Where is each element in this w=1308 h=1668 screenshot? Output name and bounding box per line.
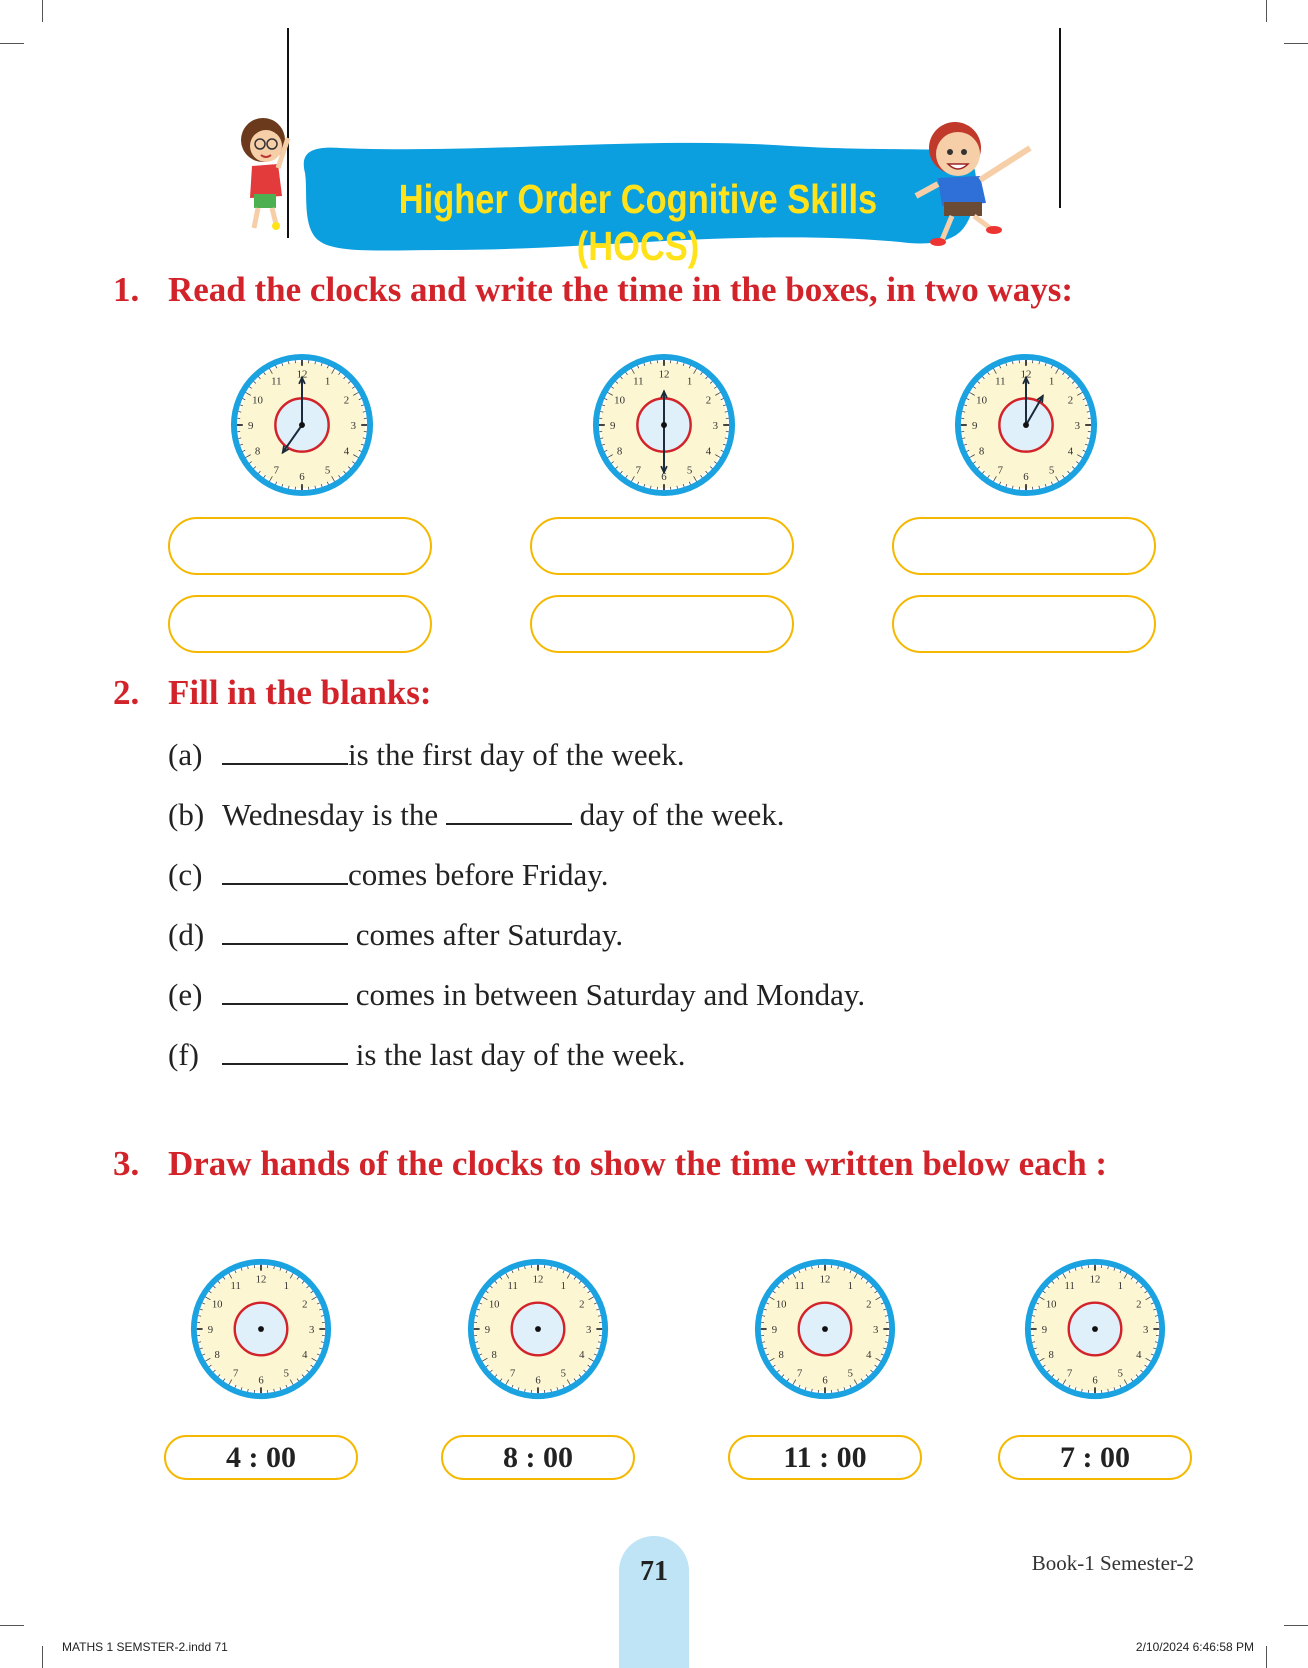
- fib-item: [168, 855, 609, 895]
- clock-number: 10: [1045, 1298, 1057, 1311]
- clock-number: 2: [579, 1298, 585, 1311]
- clock-number: 8: [978, 445, 985, 458]
- print-timestamp: 2/10/2024 6:46:58 PM: [1135, 1640, 1254, 1654]
- clock-number: 4: [866, 1349, 872, 1362]
- clock-number: 2: [1136, 1298, 1142, 1311]
- fib-text-after: is the first day of the week.: [348, 737, 685, 772]
- clock-number: 7: [273, 464, 280, 477]
- fib-text-before: Wednesday is the: [222, 797, 446, 832]
- clock-number: 11: [230, 1280, 241, 1293]
- clock-number: 11: [507, 1280, 518, 1293]
- clock-number: 9: [609, 419, 616, 432]
- clock-face: [228, 351, 376, 499]
- clock-number: 7: [233, 1367, 239, 1380]
- clock-face: [465, 1256, 611, 1402]
- clock-number: 9: [771, 1323, 778, 1336]
- fib-text-after: comes after Saturday.: [348, 917, 624, 952]
- q2-title: [113, 673, 432, 713]
- q3-clock-2[interactable]: [465, 1256, 611, 1402]
- answer-box[interactable]: [892, 595, 1156, 653]
- answer-box[interactable]: [168, 595, 432, 653]
- clock-number: 6: [535, 1374, 541, 1387]
- clock-center: [258, 1326, 264, 1332]
- crop-mark: [0, 1625, 24, 1626]
- q2-text: Fill in the blanks:: [168, 673, 432, 712]
- fib-label: (b): [168, 797, 205, 832]
- clock-number: 9: [207, 1323, 214, 1336]
- q2-number: 2.: [113, 673, 140, 712]
- clock-number: 6: [258, 1374, 264, 1387]
- clock-number: 2: [343, 394, 350, 407]
- answer-box[interactable]: [892, 517, 1156, 575]
- page-number: 71: [640, 1556, 668, 1587]
- clock-number: 5: [847, 1367, 853, 1380]
- clock-number: 10: [614, 394, 625, 407]
- crop-mark: [1266, 1646, 1267, 1668]
- clock-number: 10: [252, 394, 263, 407]
- clock-number: 11: [271, 375, 282, 388]
- fib-item: [168, 915, 623, 955]
- fib-text-after: is the last day of the week.: [348, 1037, 686, 1072]
- q3-number: 3.: [113, 1144, 140, 1183]
- clock-face: [1022, 1256, 1168, 1402]
- clock-number: 9: [1041, 1323, 1048, 1336]
- answer-box[interactable]: [168, 517, 432, 575]
- fib-text-after: comes before Friday.: [348, 857, 609, 892]
- fib-label: (a): [168, 737, 203, 772]
- clock-number: 8: [778, 1349, 784, 1362]
- time-label: 8 : 00: [441, 1435, 635, 1480]
- clock-number: 12: [658, 368, 670, 381]
- clock-number: 4: [343, 445, 350, 458]
- clock-number: 4: [579, 1349, 585, 1362]
- fib-label: (c): [168, 857, 203, 892]
- clock-number: 5: [324, 464, 331, 477]
- clock-number: 4: [1136, 1349, 1142, 1362]
- crop-mark: [42, 1646, 43, 1668]
- clock-number: 3: [1142, 1323, 1149, 1336]
- clock-number: 1: [1048, 375, 1055, 388]
- banner-title: Higher Order Cognitive Skills (HOCS): [398, 176, 878, 269]
- clock-number: 12: [255, 1273, 267, 1286]
- clock-number: 9: [971, 419, 978, 432]
- q1-number: 1.: [113, 270, 140, 309]
- clock-number: 5: [283, 1367, 289, 1380]
- clock-number: 5: [686, 464, 693, 477]
- clock-number: 8: [254, 445, 261, 458]
- q1-clock-2: [590, 351, 738, 499]
- clock-number: 3: [585, 1323, 592, 1336]
- clock-face: [188, 1256, 334, 1402]
- clock-number: 8: [1048, 1349, 1054, 1362]
- fib-text-after: day of the week.: [571, 797, 785, 832]
- clock-number: 1: [283, 1280, 289, 1293]
- clock-number: 1: [1117, 1280, 1123, 1293]
- clock-number: 3: [872, 1323, 879, 1336]
- clock-number: 4: [705, 445, 712, 458]
- clock-center: [1023, 422, 1029, 428]
- fib-item: [168, 975, 865, 1015]
- clock-number: 7: [635, 464, 642, 477]
- clock-number: 1: [324, 375, 331, 388]
- clock-number: 4: [302, 1349, 308, 1362]
- clock-number: 11: [794, 1280, 805, 1293]
- fib-item: [168, 1035, 685, 1075]
- q3-text: Draw hands of the clocks to show the time written below each :: [168, 1144, 1108, 1183]
- clock-number: 11: [633, 375, 644, 388]
- q3-clock-4[interactable]: [1022, 1256, 1168, 1402]
- clock-number: 12: [1089, 1273, 1101, 1286]
- clock-number: 2: [302, 1298, 308, 1311]
- fib-label: (f): [168, 1037, 199, 1072]
- clock-center: [661, 422, 667, 428]
- clock-center: [822, 1326, 828, 1332]
- clock-number: 2: [705, 394, 712, 407]
- fib-blank[interactable]: [222, 737, 348, 765]
- clock-number: 1: [686, 375, 693, 388]
- fib-text-after: comes in between Saturday and Monday.: [348, 977, 866, 1012]
- crop-mark: [42, 0, 43, 22]
- clock-number: 5: [560, 1367, 566, 1380]
- fib-blank[interactable]: [222, 977, 348, 1005]
- crop-mark: [0, 43, 24, 44]
- q1-title: [113, 270, 1073, 310]
- clock-face: [590, 351, 738, 499]
- clock-number: 2: [866, 1298, 872, 1311]
- clock-number: 6: [299, 471, 305, 484]
- clock-number: 10: [775, 1298, 787, 1311]
- clock-number: 4: [1067, 445, 1074, 458]
- clock-number: 3: [712, 419, 719, 432]
- clock-number: 8: [616, 445, 623, 458]
- crop-mark: [1284, 1625, 1308, 1626]
- q1-text: Read the clocks and write the time in the boxes, in two ways:: [168, 270, 1074, 309]
- clock-number: 6: [1023, 471, 1029, 484]
- clock-number: 12: [1020, 368, 1032, 381]
- clock-number: 7: [1067, 1367, 1073, 1380]
- book-label: Book-1 Semester-2: [1031, 1551, 1194, 1575]
- clock-number: 3: [1074, 419, 1081, 432]
- q3-title: [113, 1144, 1107, 1184]
- time-label: 4 : 00: [164, 1435, 358, 1480]
- clock-number: 11: [995, 375, 1006, 388]
- fib-label: (d): [168, 917, 205, 952]
- clock-number: 12: [532, 1273, 544, 1286]
- clock-number: 6: [822, 1374, 828, 1387]
- clock-number: 10: [211, 1298, 223, 1311]
- clock-number: 7: [797, 1367, 803, 1380]
- clock-number: 12: [296, 368, 308, 381]
- time-label: 11 : 00: [728, 1435, 922, 1480]
- fib-label: (e): [168, 977, 203, 1012]
- clock-number: 7: [510, 1367, 516, 1380]
- clock-number: 1: [560, 1280, 566, 1293]
- fib-item: [168, 735, 685, 775]
- answer-box[interactable]: [530, 595, 794, 653]
- clock-number: 8: [214, 1349, 220, 1362]
- q3-clock-1[interactable]: [188, 1256, 334, 1402]
- clock-number: 10: [488, 1298, 500, 1311]
- clock-face: [752, 1256, 898, 1402]
- fib-blank[interactable]: [446, 797, 572, 825]
- clock-number: 7: [997, 464, 1004, 477]
- clock-face: [952, 351, 1100, 499]
- clock-number: 1: [847, 1280, 853, 1293]
- clock-center: [1092, 1326, 1098, 1332]
- file-name: MATHS 1 SEMSTER-2.indd 71: [62, 1640, 228, 1654]
- q1-clock-3: [952, 351, 1100, 499]
- clock-number: 3: [350, 419, 357, 432]
- fib-blank[interactable]: [222, 857, 348, 885]
- clock-number: 9: [484, 1323, 491, 1336]
- q3-clock-3[interactable]: [752, 1256, 898, 1402]
- time-label: 7 : 00: [998, 1435, 1192, 1480]
- clock-number: 6: [1092, 1374, 1098, 1387]
- clock-number: 6: [661, 471, 667, 484]
- clock-number: 8: [491, 1349, 497, 1362]
- clock-number: 2: [1067, 394, 1074, 407]
- crop-mark: [1266, 0, 1267, 22]
- clock-number: 11: [1064, 1280, 1075, 1293]
- clock-center: [535, 1326, 541, 1332]
- fib-blank[interactable]: [222, 917, 348, 945]
- clock-number: 12: [819, 1273, 831, 1286]
- clock-number: 5: [1048, 464, 1055, 477]
- fib-blank[interactable]: [222, 1037, 348, 1065]
- crop-mark: [1284, 43, 1308, 44]
- fib-item: [168, 795, 785, 835]
- clock-number: 3: [308, 1323, 315, 1336]
- clock-number: 9: [247, 419, 254, 432]
- clock-center: [299, 422, 305, 428]
- q1-clock-1: [228, 351, 376, 499]
- girl-illustration: [241, 118, 288, 230]
- clock-number: 5: [1117, 1367, 1123, 1380]
- clock-number: 10: [976, 394, 987, 407]
- answer-box[interactable]: [530, 517, 794, 575]
